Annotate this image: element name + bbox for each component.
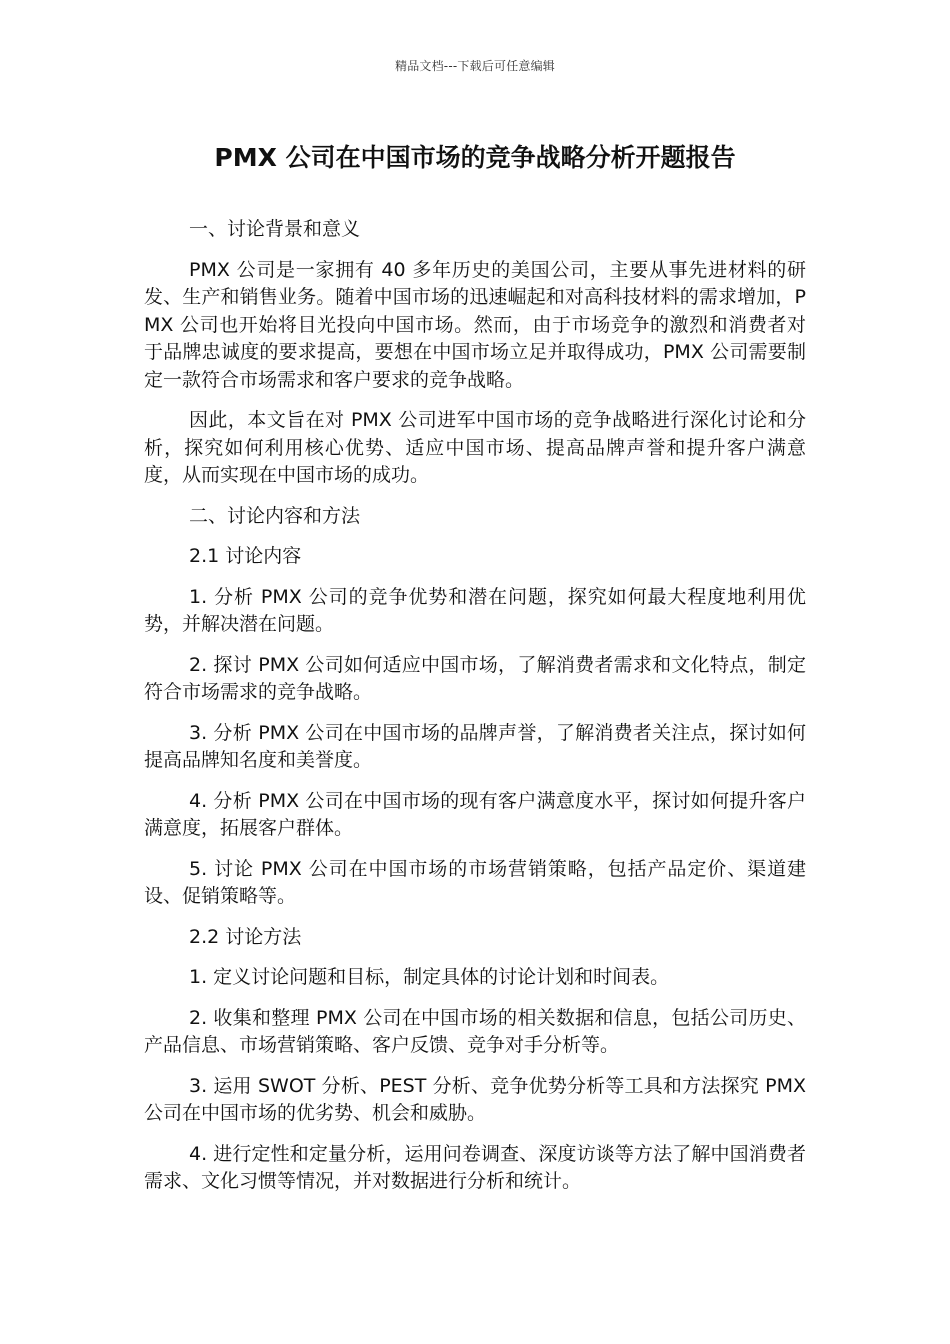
content-list-item: 4. 分析 PMX 公司在中国市场的现有客户满意度水平，探讨如何提升客户满意度，拓展客户群体。: [144, 789, 806, 839]
content-list-item: 3. 分析 PMX 公司在中国市场的品牌声誉，了解消费者关注点，探讨如何提高品牌知名度和美誉度。: [144, 721, 806, 771]
content-list-item: 5. 讨论 PMX 公司在中国市场的市场营销策略，包括产品定价、渠道建设、促销策略等。: [144, 857, 806, 907]
method-list-item: 4. 进行定性和定量分析，运用问卷调查、深度访谈等方法了解中国消费者需求、文化习惯等情况，并对数据进行分析和统计。: [144, 1142, 806, 1192]
subsection-heading-content: 2.1 讨论内容: [189, 545, 302, 567]
content-list-item: 2. 探讨 PMX 公司如何适应中国市场，了解消费者需求和文化特点，制定符合市场需求的竞争战略。: [144, 653, 806, 703]
method-list-item: 1. 定义讨论问题和目标，制定具体的讨论计划和时间表。: [189, 966, 670, 988]
paragraph-background: PMX 公司是一家拥有 40 多年历史的美国公司，主要从事先进材料的研发、生产和销售业务。随着中国市场的迅速崛起和对高科技材料的需求增加，PMX 公司也开始将目光投向中国市场。然而，由于市场竞争的激烈和消费者对于品牌忠诚度的要求提高，要想在中国市场立足并取得成功，PMX 公司需要制定一款符合市场需求和客户要求的竞争战略。: [144, 258, 806, 391]
paragraph-purpose: 因此，本文旨在对 PMX 公司进军中国市场的竞争战略进行深化讨论和分析，探究如何利用核心优势、适应中国市场、提高品牌声誉和提升客户满意度，从而实现在中国市场的成功。: [144, 409, 806, 486]
content-list-item: 1. 分析 PMX 公司的竞争优势和潜在问题，探究如何最大程度地利用优势，并解决潜在问题。: [144, 585, 806, 635]
page-header-note: 精品文档---下载后可任意编辑: [395, 59, 555, 73]
subsection-heading-methods: 2.2 讨论方法: [189, 925, 302, 948]
section-heading-background: 一、讨论背景和意义: [189, 218, 361, 240]
document-body: [144, 216, 806, 1209]
section-heading-content-methods: 二、讨论内容和方法: [189, 504, 361, 527]
method-list-item: 3. 运用 SWOT 分析、PEST 分析、竞争优势分析等工具和方法探究 PMX 公司在中国市场的优劣势、机会和威胁。: [144, 1074, 806, 1124]
document-title: PMX 公司在中国市场的竞争战略分析开题报告: [214, 143, 736, 172]
method-list-item: 2. 收集和整理 PMX 公司在中国市场的相关数据和信息，包括公司历史、产品信息、市场营销策略、客户反馈、竞争对手分析等。: [144, 1006, 806, 1056]
